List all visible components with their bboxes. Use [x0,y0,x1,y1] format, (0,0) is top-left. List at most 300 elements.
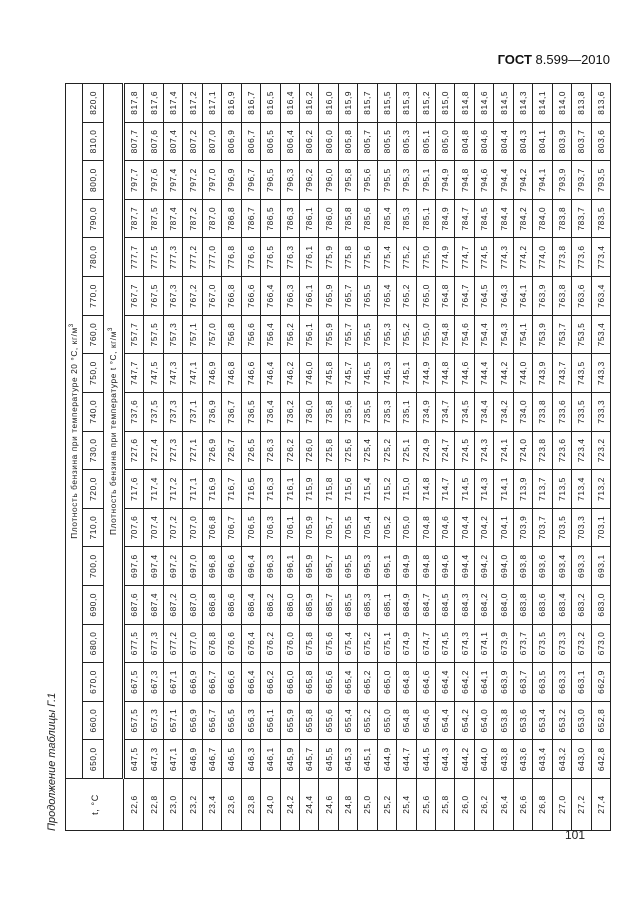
density-cell: 763,4 [591,277,610,316]
density-cell: 657,1 [163,701,182,740]
density-cell: 785,6 [358,199,377,238]
density-cell: 796,0 [319,161,338,200]
density-cell: 727,6 [124,431,144,470]
density-cell: 815,9 [338,84,357,123]
page-number: 101 [565,828,586,842]
density-cell: 724,5 [455,431,474,470]
density-cell: 806,5 [261,122,280,161]
density-cell: 804,1 [533,122,552,161]
density-cell: 646,3 [241,740,260,779]
density-cell: 787,5 [144,199,163,238]
temperature-cell: 26,8 [533,779,552,831]
density-cell: 814,8 [455,84,474,123]
density-cell: 687,6 [124,585,144,624]
density-column-header: 820,0 [83,84,104,123]
density-column-header: 720,0 [83,470,104,509]
density-cell: 814,0 [552,84,571,123]
density-cell: 757,3 [163,315,182,354]
density-column-header: 800,0 [83,161,104,200]
density-cell: 756,4 [261,315,280,354]
density-cell: 754,8 [436,315,455,354]
density-cell: 663,3 [552,663,571,702]
density-cell: 756,2 [280,315,299,354]
density-cell: 656,9 [183,701,202,740]
density-cell: 794,4 [494,161,513,200]
table-caption: Продолжение таблицы Г.1 [46,692,58,831]
density-cell: 677,5 [124,624,144,663]
density-cell: 753,5 [572,315,591,354]
density-cell: 656,1 [261,701,280,740]
density-cell: 805,3 [397,122,416,161]
density-cell: 805,8 [338,122,357,161]
density-cell: 686,4 [241,585,260,624]
density-cell: 747,5 [144,354,163,393]
density-cell: 694,4 [455,547,474,586]
density-cell: 797,0 [202,161,221,200]
density-cell: 777,3 [163,238,182,277]
density-cell: 785,8 [338,199,357,238]
density-cell: 717,1 [183,470,202,509]
density-cell: 744,4 [474,354,493,393]
density-cell: 686,0 [280,585,299,624]
density-cell: 765,4 [377,277,396,316]
density-cell: 784,0 [533,199,552,238]
density-cell: 767,5 [144,277,163,316]
density-column-header: 770,0 [83,277,104,316]
density-cell: 704,4 [455,508,474,547]
density-cell: 736,4 [261,392,280,431]
standard-number: 8.599—2010 [535,52,610,67]
table-row [416,84,435,831]
density-cell: 707,2 [163,508,182,547]
density-cell: 746,4 [261,354,280,393]
density-cell: 697,0 [183,547,202,586]
density-cell: 784,7 [455,199,474,238]
density-cell: 806,9 [222,122,241,161]
density-column-header: 690,0 [83,585,104,624]
temperature-cell: 24,6 [319,779,338,831]
density-cell: 793,5 [591,161,610,200]
density-cell: 714,5 [455,470,474,509]
density-cell: 696,6 [222,547,241,586]
table-row [280,84,299,831]
density-cell: 805,5 [377,122,396,161]
density-cell: 733,6 [552,392,571,431]
density-column-header: 790,0 [83,199,104,238]
density-cell: 695,9 [299,547,318,586]
density-cell: 664,2 [455,663,474,702]
density-cell: 736,2 [280,392,299,431]
density-cell: 694,8 [416,547,435,586]
density-cell: 786,8 [222,199,241,238]
density-cell: 767,3 [163,277,182,316]
density-cell: 754,1 [513,315,532,354]
density-cell: 676,6 [222,624,241,663]
density-cell: 667,3 [144,663,163,702]
density-cell: 783,5 [591,199,610,238]
density-cell: 694,9 [397,547,416,586]
density-cell: 745,1 [397,354,416,393]
density-cell: 736,0 [299,392,318,431]
temperature-cell: 24,8 [338,779,357,831]
table-row [241,84,260,831]
density-cell: 726,5 [241,431,260,470]
density-cell: 783,8 [552,199,571,238]
density-cell: 673,9 [494,624,513,663]
density-cell: 714,8 [416,470,435,509]
density-cell: 793,9 [552,161,571,200]
density-column-header: 660,0 [83,701,104,740]
density-cell: 696,1 [280,547,299,586]
density-cell: 796,5 [261,161,280,200]
density-cell: 744,6 [455,354,474,393]
density-cell: 745,7 [338,354,357,393]
density-cell: 787,2 [183,199,202,238]
density-cell: 785,1 [416,199,435,238]
density-cell: 717,2 [163,470,182,509]
density-cell: 814,3 [513,84,532,123]
density-cell: 705,9 [299,508,318,547]
density-cell: 757,1 [183,315,202,354]
density-cell: 696,8 [202,547,221,586]
density-cell: 775,8 [338,238,357,277]
density-cell: 737,3 [163,392,182,431]
density-cell: 724,1 [494,431,513,470]
density-cell: 723,6 [552,431,571,470]
density-cell: 816,7 [241,84,260,123]
density-cell: 743,5 [572,354,591,393]
density-cell: 796,9 [222,161,241,200]
density-cell: 807,7 [124,122,144,161]
density-cell: 786,7 [241,199,260,238]
table-row [222,84,241,831]
density-cell: 653,8 [494,701,513,740]
temperature-cell: 25,4 [397,779,416,831]
t-column-header: t, °C [66,779,124,831]
density-cell: 655,6 [319,701,338,740]
density-cell: 734,2 [494,392,513,431]
density-cell: 695,5 [338,547,357,586]
density-cell: 797,2 [183,161,202,200]
density-cell: 674,1 [474,624,493,663]
temperature-cell: 25,8 [436,779,455,831]
sub-header [104,84,124,779]
density-cell: 704,6 [436,508,455,547]
density-cell: 743,3 [591,354,610,393]
density-cell: 796,2 [299,161,318,200]
density-cell: 774,7 [455,238,474,277]
density-cell: 707,6 [124,508,144,547]
density-cell: 815,0 [436,84,455,123]
density-cell: 744,2 [494,354,513,393]
density-cell: 794,1 [533,161,552,200]
header-row-subtitle [104,84,124,831]
density-cell: 663,7 [513,663,532,702]
density-cell: 793,7 [572,161,591,200]
density-cell: 705,2 [377,508,396,547]
density-cell: 693,1 [591,547,610,586]
density-cell: 685,1 [377,585,396,624]
density-cell: 817,2 [183,84,202,123]
density-cell: 755,3 [377,315,396,354]
density-cell: 662,9 [591,663,610,702]
density-cell: 653,0 [572,701,591,740]
density-cell: 777,2 [183,238,202,277]
density-cell: 693,4 [552,547,571,586]
temperature-cell: 25,6 [416,779,435,831]
density-cell: 685,7 [319,585,338,624]
density-cell: 666,9 [183,663,202,702]
density-cell: 756,8 [222,315,241,354]
density-cell: 685,5 [338,585,357,624]
density-cell: 674,9 [397,624,416,663]
density-cell: 804,3 [513,122,532,161]
density-cell: 644,2 [455,740,474,779]
density-cell: 814,6 [474,84,493,123]
temperature-cell: 22,6 [124,779,144,831]
density-cell: 753,4 [591,315,610,354]
density-cell: 763,8 [552,277,571,316]
temperature-cell: 24,0 [261,779,280,831]
density-cell: 665,6 [319,663,338,702]
density-cell: 716,3 [261,470,280,509]
density-cell: 684,5 [436,585,455,624]
density-cell: 686,2 [261,585,280,624]
density-cell: 654,6 [416,701,435,740]
density-cell: 725,1 [397,431,416,470]
density-cell: 735,1 [397,392,416,431]
density-cell: 776,6 [241,238,260,277]
density-cell: 794,9 [436,161,455,200]
density-cell: 764,5 [474,277,493,316]
density-cell: 715,9 [299,470,318,509]
density-cell: 714,1 [494,470,513,509]
density-cell: 693,8 [513,547,532,586]
density-cell: 667,5 [124,663,144,702]
table-row [455,84,474,831]
density-cell: 804,4 [494,122,513,161]
density-cell: 677,2 [163,624,182,663]
density-cell: 694,6 [436,547,455,586]
density-cell: 646,1 [261,740,280,779]
density-cell: 785,3 [397,199,416,238]
group-header [66,84,83,779]
density-cell: 755,7 [338,315,357,354]
density-cell: 675,4 [338,624,357,663]
density-cell: 725,8 [319,431,338,470]
density-cell: 734,9 [416,392,435,431]
density-cell: 715,8 [319,470,338,509]
density-cell: 803,6 [591,122,610,161]
density-cell: 773,6 [572,238,591,277]
density-cell: 693,6 [533,547,552,586]
table-row [358,84,377,831]
density-cell: 725,2 [377,431,396,470]
density-cell: 766,3 [280,277,299,316]
density-cell: 666,7 [202,663,221,702]
density-cell: 807,4 [163,122,182,161]
density-cell: 754,4 [474,315,493,354]
density-cell: 753,9 [533,315,552,354]
density-cell: 675,2 [358,624,377,663]
density-cell: 666,0 [280,663,299,702]
density-cell: 744,9 [416,354,435,393]
density-cell: 764,7 [455,277,474,316]
density-cell: 815,3 [397,84,416,123]
density-cell: 675,6 [319,624,338,663]
density-cell: 786,1 [299,199,318,238]
density-column-header: 780,0 [83,238,104,277]
density-cell: 663,5 [533,663,552,702]
temperature-cell: 27,2 [572,779,591,831]
density-cell: 725,4 [358,431,377,470]
density-cell: 704,1 [494,508,513,547]
density-cell: 743,7 [552,354,571,393]
density-cell: 797,6 [144,161,163,200]
density-cell: 664,6 [416,663,435,702]
density-cell: 755,9 [319,315,338,354]
density-cell: 735,3 [377,392,396,431]
density-cell: 803,7 [572,122,591,161]
density-cell: 776,1 [299,238,318,277]
density-column-header: 750,0 [83,354,104,393]
density-cell: 755,2 [397,315,416,354]
density-cell: 816,9 [222,84,241,123]
temperature-cell: 25,0 [358,779,377,831]
density-cell: 746,0 [299,354,318,393]
table-row [513,84,532,831]
density-cell: 763,9 [533,277,552,316]
density-cell: 786,0 [319,199,338,238]
density-cell: 774,2 [513,238,532,277]
density-cell: 676,0 [280,624,299,663]
density-cell: 654,8 [397,701,416,740]
density-cell: 695,1 [377,547,396,586]
density-cell: 817,8 [124,84,144,123]
density-cell: 663,1 [572,663,591,702]
table-row [299,84,318,831]
density-cell: 717,4 [144,470,163,509]
density-cell: 673,0 [591,624,610,663]
density-cell: 814,5 [494,84,513,123]
density-cell: 774,3 [494,238,513,277]
density-cell: 645,5 [319,740,338,779]
temperature-cell: 24,2 [280,779,299,831]
density-cell: 687,2 [163,585,182,624]
table-row [591,84,610,831]
density-cell: 714,3 [474,470,493,509]
density-cell: 716,9 [202,470,221,509]
table-row [533,84,552,831]
density-cell: 655,2 [358,701,377,740]
table-row [474,84,493,831]
temperature-cell: 22,8 [144,779,163,831]
density-cell: 676,2 [261,624,280,663]
density-cell: 724,0 [513,431,532,470]
density-cell: 724,7 [436,431,455,470]
density-cell: 734,5 [455,392,474,431]
density-cell: 644,0 [474,740,493,779]
density-cell: 727,4 [144,431,163,470]
density-column-header: 700,0 [83,547,104,586]
density-cell: 754,6 [455,315,474,354]
density-column-header: 650,0 [83,740,104,779]
density-cell: 726,2 [280,431,299,470]
density-cell: 765,2 [397,277,416,316]
density-cell: 652,8 [591,701,610,740]
density-cell: 703,3 [572,508,591,547]
density-cell: 787,7 [124,199,144,238]
density-cell: 795,1 [416,161,435,200]
density-cell: 697,2 [163,547,182,586]
density-cell: 706,8 [202,508,221,547]
density-cell: 643,4 [533,740,552,779]
density-cell: 783,7 [572,199,591,238]
density-cell: 734,4 [474,392,493,431]
density-cell: 645,7 [299,740,318,779]
density-cell: 653,2 [552,701,571,740]
density-cell: 747,3 [163,354,182,393]
temperature-cell: 26,2 [474,779,493,831]
density-cell: 736,5 [241,392,260,431]
density-cell: 737,1 [183,392,202,431]
table-body [124,84,611,831]
density-cell: 787,0 [202,199,221,238]
density-cell: 654,4 [436,701,455,740]
rotated-table-block [46,83,611,831]
density-column-header: 680,0 [83,624,104,663]
table-row [202,84,221,831]
density-cell: 713,2 [591,470,610,509]
density-cell: 704,2 [474,508,493,547]
standard-prefix: ГОСТ [497,52,532,67]
density-cell: 653,4 [533,701,552,740]
density-cell: 746,2 [280,354,299,393]
density-cell: 697,4 [144,547,163,586]
density-cell: 737,6 [124,392,144,431]
density-cell: 766,1 [299,277,318,316]
density-cell: 646,5 [222,740,241,779]
density-column-header: 740,0 [83,392,104,431]
density-cell: 774,9 [436,238,455,277]
density-cell: 775,6 [358,238,377,277]
density-cell: 656,7 [202,701,221,740]
density-cell: 684,2 [474,585,493,624]
density-cell: 754,3 [494,315,513,354]
density-cell: 647,1 [163,740,182,779]
density-cell: 806,4 [280,122,299,161]
density-cell: 664,4 [436,663,455,702]
temperature-cell: 26,6 [513,779,532,831]
temperature-cell: 23,8 [241,779,260,831]
density-cell: 674,3 [455,624,474,663]
density-cell: 767,0 [202,277,221,316]
density-cell: 673,3 [552,624,571,663]
table-row [552,84,571,831]
density-cell: 813,6 [591,84,610,123]
density-cell: 744,8 [436,354,455,393]
density-cell: 666,2 [261,663,280,702]
density-cell: 676,8 [202,624,221,663]
density-cell: 747,7 [124,354,144,393]
density-cell: 794,8 [455,161,474,200]
density-cell: 673,5 [533,624,552,663]
density-cell: 726,7 [222,431,241,470]
table-row [436,84,455,831]
density-cell: 643,6 [513,740,532,779]
density-cell: 796,3 [280,161,299,200]
density-cell: 813,8 [572,84,591,123]
